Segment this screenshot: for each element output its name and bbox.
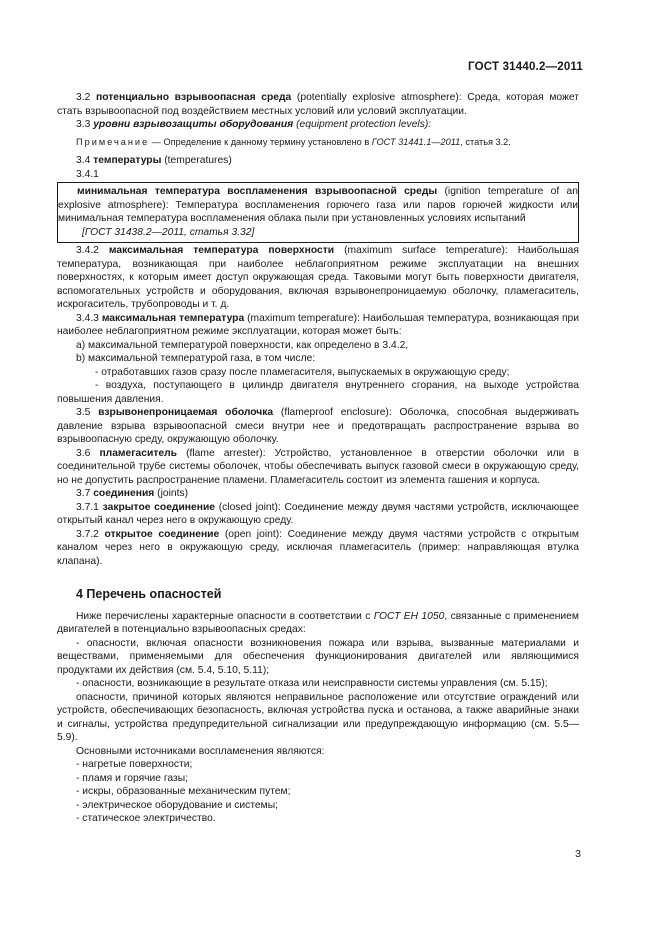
ignition-sources-intro: Основными источниками воспламенения являются: [76, 745, 325, 757]
clause-3-6: 3.6 пламегаситель (flame arrester): Устройство, установленное в отверстии оболочки или в соединительной трубе системы оболочек, чтобы обеспечивать выпуск газовой смеси в окружающую среду, но не допустить распространение пламени. Пламегаситель состоит из элемента гашения и корпуса. [57, 447, 579, 486]
clause-3-7-2: 3.7.2 открытое соединение (open joint): Соединение между двумя частями устройств с открытым каналом через него в окружающую среду, исключая пламегаситель (пример: направляющая втулка клапана). [57, 528, 580, 567]
note-reference: ГОСТ 31441.1—2011 [371, 136, 461, 147]
term: пламегаситель [99, 447, 177, 459]
clause-3-4: 3.4 температуры (temperatures) [76, 155, 232, 166]
term: взрывонепроницаемая оболочка [98, 407, 274, 418]
ignition-source-item: - электрическое оборудование и системы; [76, 799, 278, 811]
clause-3-7-1: 3.7.1 закрытое соединение (closed joint): Соединение между двумя частями устройств, исключающее открытый канал через него в окружающую среду. [57, 501, 579, 526]
definition-reference: [ГОСТ 31438.2—2011, статья 3.32] [82, 226, 255, 238]
clause-3-4-1: минимальная температура воспламенения взрывоопасной среды (ignition temperature of an explosive atmosphere): Температура воспламенения горючего газа или паров горючей жидкости или минимальная температура воспламенения облака пыли при установленных условиях испытаний [58, 186, 578, 224]
term: закрытое соединение [102, 501, 216, 513]
page-number: 3 [575, 848, 581, 860]
list-item-b1: - отработавших газов сразу после пламегасителя, выпускаемых в окружающую среду; [95, 366, 510, 378]
document-code: ГОСТ 31440.2—2011 [468, 61, 583, 73]
clause-3-4-2: 3.4.2 максимальная температура поверхности (maximum surface temperature): Наибольшая температура, возникающая при наиболее неблагоприятном режиме эксплуатации на внешних поверхностях, к которым имеет доступ окружающая среда. Таковыми могут быть поверхности двигателя, вспомогательных устройств и оборудования, включая взрывонепроницаемую оболочку, пламегаситель, искрогаситель, трубопроводы и т. д. [57, 245, 579, 310]
term: температуры [93, 155, 162, 166]
term: минимальная температура воспламенения взрывоопасной среды [77, 186, 438, 197]
hazard-item: опасности, причиной которых являются неправильное расположение или отсутствие ограждений или устройств, обеспечивающих безопасность, включая устройства пуска и останова, а также аварийные знаки и сигналы, устройства предупредительной сигнализации или предупреждающую информацию (см. 5.5—5.9). [57, 691, 579, 743]
ignition-source-item: - пламя и горячие газы; [76, 772, 188, 784]
list-item-a: a) максимальной температурой поверхности, как определено в 3.4.2, [76, 339, 409, 351]
definition-box [57, 182, 579, 243]
document-body [57, 91, 579, 826]
term: максимальная температура [101, 312, 245, 324]
hazard-item: - опасности, включая опасности возникновения пожара или взрыва, вызванные материалами и веществами, применяемыми для обеспечения функционирования двигателей или являющимися продуктами их действия (см. 5.4, 5.10, 5.11); [57, 637, 579, 676]
clause-3-7: 3.7 соединения (joints) [76, 488, 189, 499]
clause-3-2: 3.2 потенциально взрывоопасная среда (potentially explosive atmosphere): Среда, которая может стать взрывоопасной под воздействием местных условий или условий эксплуатации. [57, 92, 579, 117]
ignition-source-item: - искры, образованные механическим путем; [76, 786, 291, 797]
term: соединения [93, 488, 155, 499]
term: потенциально взрывоопасная среда [95, 92, 292, 103]
hazard-item: - опасности, возникающие в результате отказа или неисправности системы управления (см. 5.15); [76, 678, 548, 689]
list-item-b2: - воздуха, поступающего в цилиндр двигателя внутреннего сгорания, на выходе устройства повышения давления. [57, 380, 579, 405]
list-item-b: b) максимальной температурой газа, в том числе: [76, 353, 316, 364]
term: максимальная температура поверхности [108, 245, 335, 256]
section-title: 4 Перечень опасностей [76, 587, 222, 601]
term: уровни взрывозащиты оборудования [93, 119, 294, 130]
clause-3-5: 3.5 взрывонепроницаемая оболочка (flameproof enclosure): Оболочка, способная выдерживать давление взрыва взрывоопасной смеси внутри нее и предотвращать распространение взрыва во взрывоопасную среду, окружающую оболочку. [57, 407, 579, 445]
clause-3-4-1-number: 3.4.1 [76, 168, 99, 180]
note-label: Примечание [76, 136, 150, 147]
standard-reference: ГОСТ ЕН 1050 [373, 610, 445, 622]
note: Примечание — Определение к данному термину установлено в ГОСТ 31441.1—2011, статья 3.2. [76, 136, 511, 147]
clause-3-4-3: 3.4.3 максимальная температура (maximum temperature): Наибольшая температура, возникающая при наиболее неблагоприятном режиме эксплуатации, которая может быть: [57, 312, 580, 337]
ignition-source-item: - статическое электричество. [76, 813, 216, 824]
ignition-source-item: - нагретые поверхности; [76, 759, 193, 770]
clause-3-3: 3.3 уровни взрывозащиты оборудования (equipment protection levels): [76, 119, 432, 130]
section-intro: Ниже перечислены характерные опасности в соответствии с ГОСТ ЕН 1050, связанные с применением двигателей в потенциально взрывоопасных средах: [57, 610, 579, 635]
term: открытое соединение [104, 528, 220, 540]
